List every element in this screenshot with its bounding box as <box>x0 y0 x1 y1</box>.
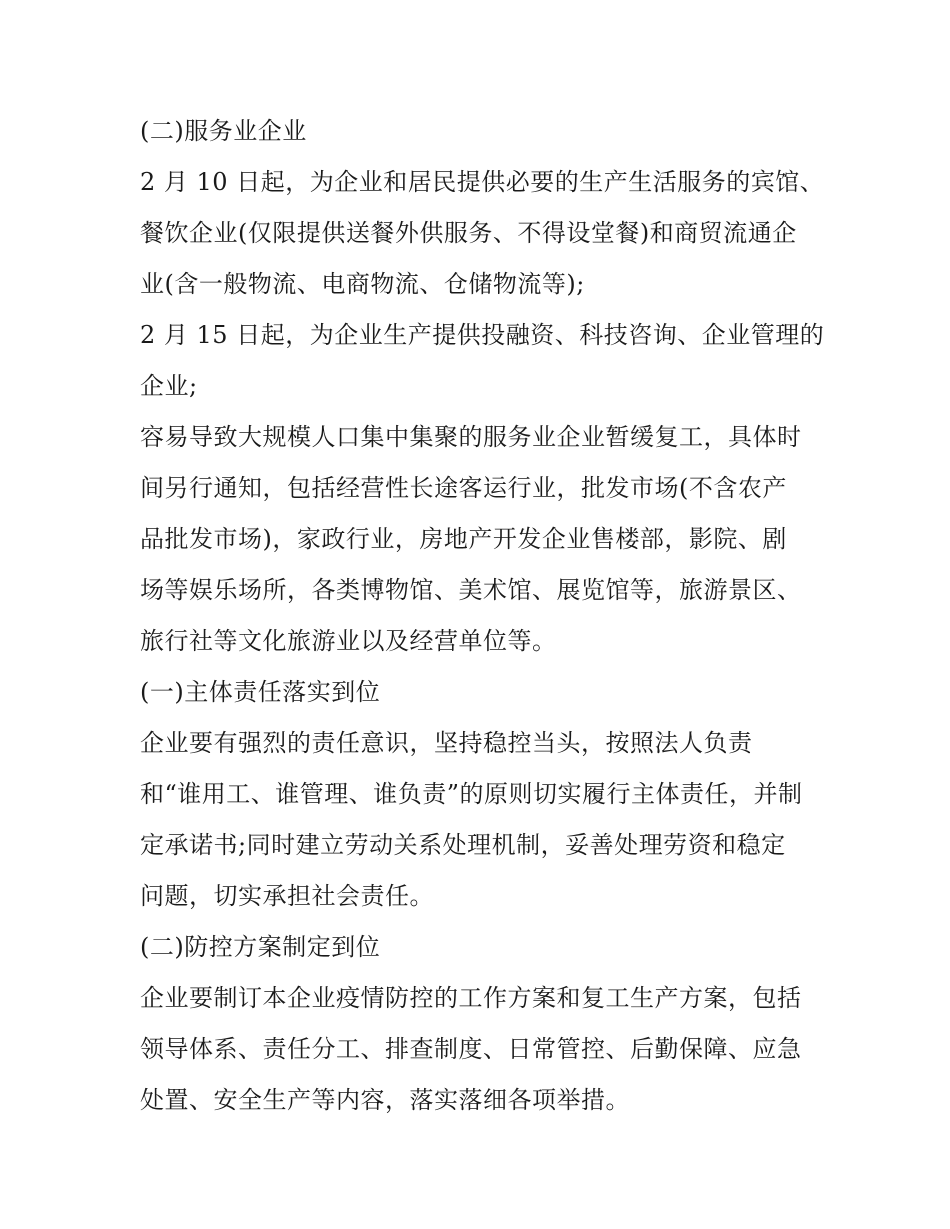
paragraph-line: 2 月 10 日起，为企业和居民提供必要的生产生活服务的宾馆、 <box>140 168 825 196</box>
paragraph-line: 场等娱乐场所，各类博物馆、美术馆、展览馆等，旅游景区、 <box>140 576 802 604</box>
paragraph-line: 处置、安全生产等内容，落实落细各项举措。 <box>140 1086 630 1114</box>
section-heading-main-responsibility: (一)主体责任落实到位 <box>140 678 381 706</box>
paragraph-line: 和“谁用工、谁管理、谁负责”的原则切实履行主体责任，并制 <box>140 780 803 808</box>
paragraph-line: 领导体系、责任分工、排查制度、日常管控、后勤保障、应急 <box>140 1035 802 1063</box>
section-heading-service-enterprises: (二)服务业企业 <box>140 117 307 145</box>
paragraph-line: 企业要有强烈的责任意识，坚持稳控当头，按照法人负责 <box>140 729 753 757</box>
paragraph-line: 餐饮企业(仅限提供送餐外供服务、不得设堂餐)和商贸流通企 <box>140 219 797 247</box>
paragraph-line: 业(含一般物流、电商物流、仓储物流等); <box>140 270 585 298</box>
paragraph-line: 2 月 15 日起，为企业生产提供投融资、科技咨询、企业管理的 <box>140 321 825 349</box>
paragraph-line: 问题，切实承担社会责任。 <box>140 882 434 910</box>
paragraph-line: 旅行社等文化旅游业以及经营单位等。 <box>140 627 557 655</box>
section-heading-prevention-plan: (二)防控方案制定到位 <box>140 933 381 961</box>
paragraph-line: 品批发市场)，家政行业，房地产开发企业售楼部，影院、剧 <box>140 525 787 553</box>
document-body <box>140 106 825 1126</box>
paragraph-line: 企业要制订本企业疫情防控的工作方案和复工生产方案，包括 <box>140 984 802 1012</box>
paragraph-line: 定承诺书;同时建立劳动关系处理机制，妥善处理劳资和稳定 <box>140 831 786 859</box>
paragraph-line: 间另行通知，包括经营性长途客运行业，批发市场(不含农产 <box>140 474 787 502</box>
paragraph-line: 容易导致大规模人口集中集聚的服务业企业暂缓复工，具体时 <box>140 423 802 451</box>
paragraph-line: 企业; <box>140 372 198 400</box>
